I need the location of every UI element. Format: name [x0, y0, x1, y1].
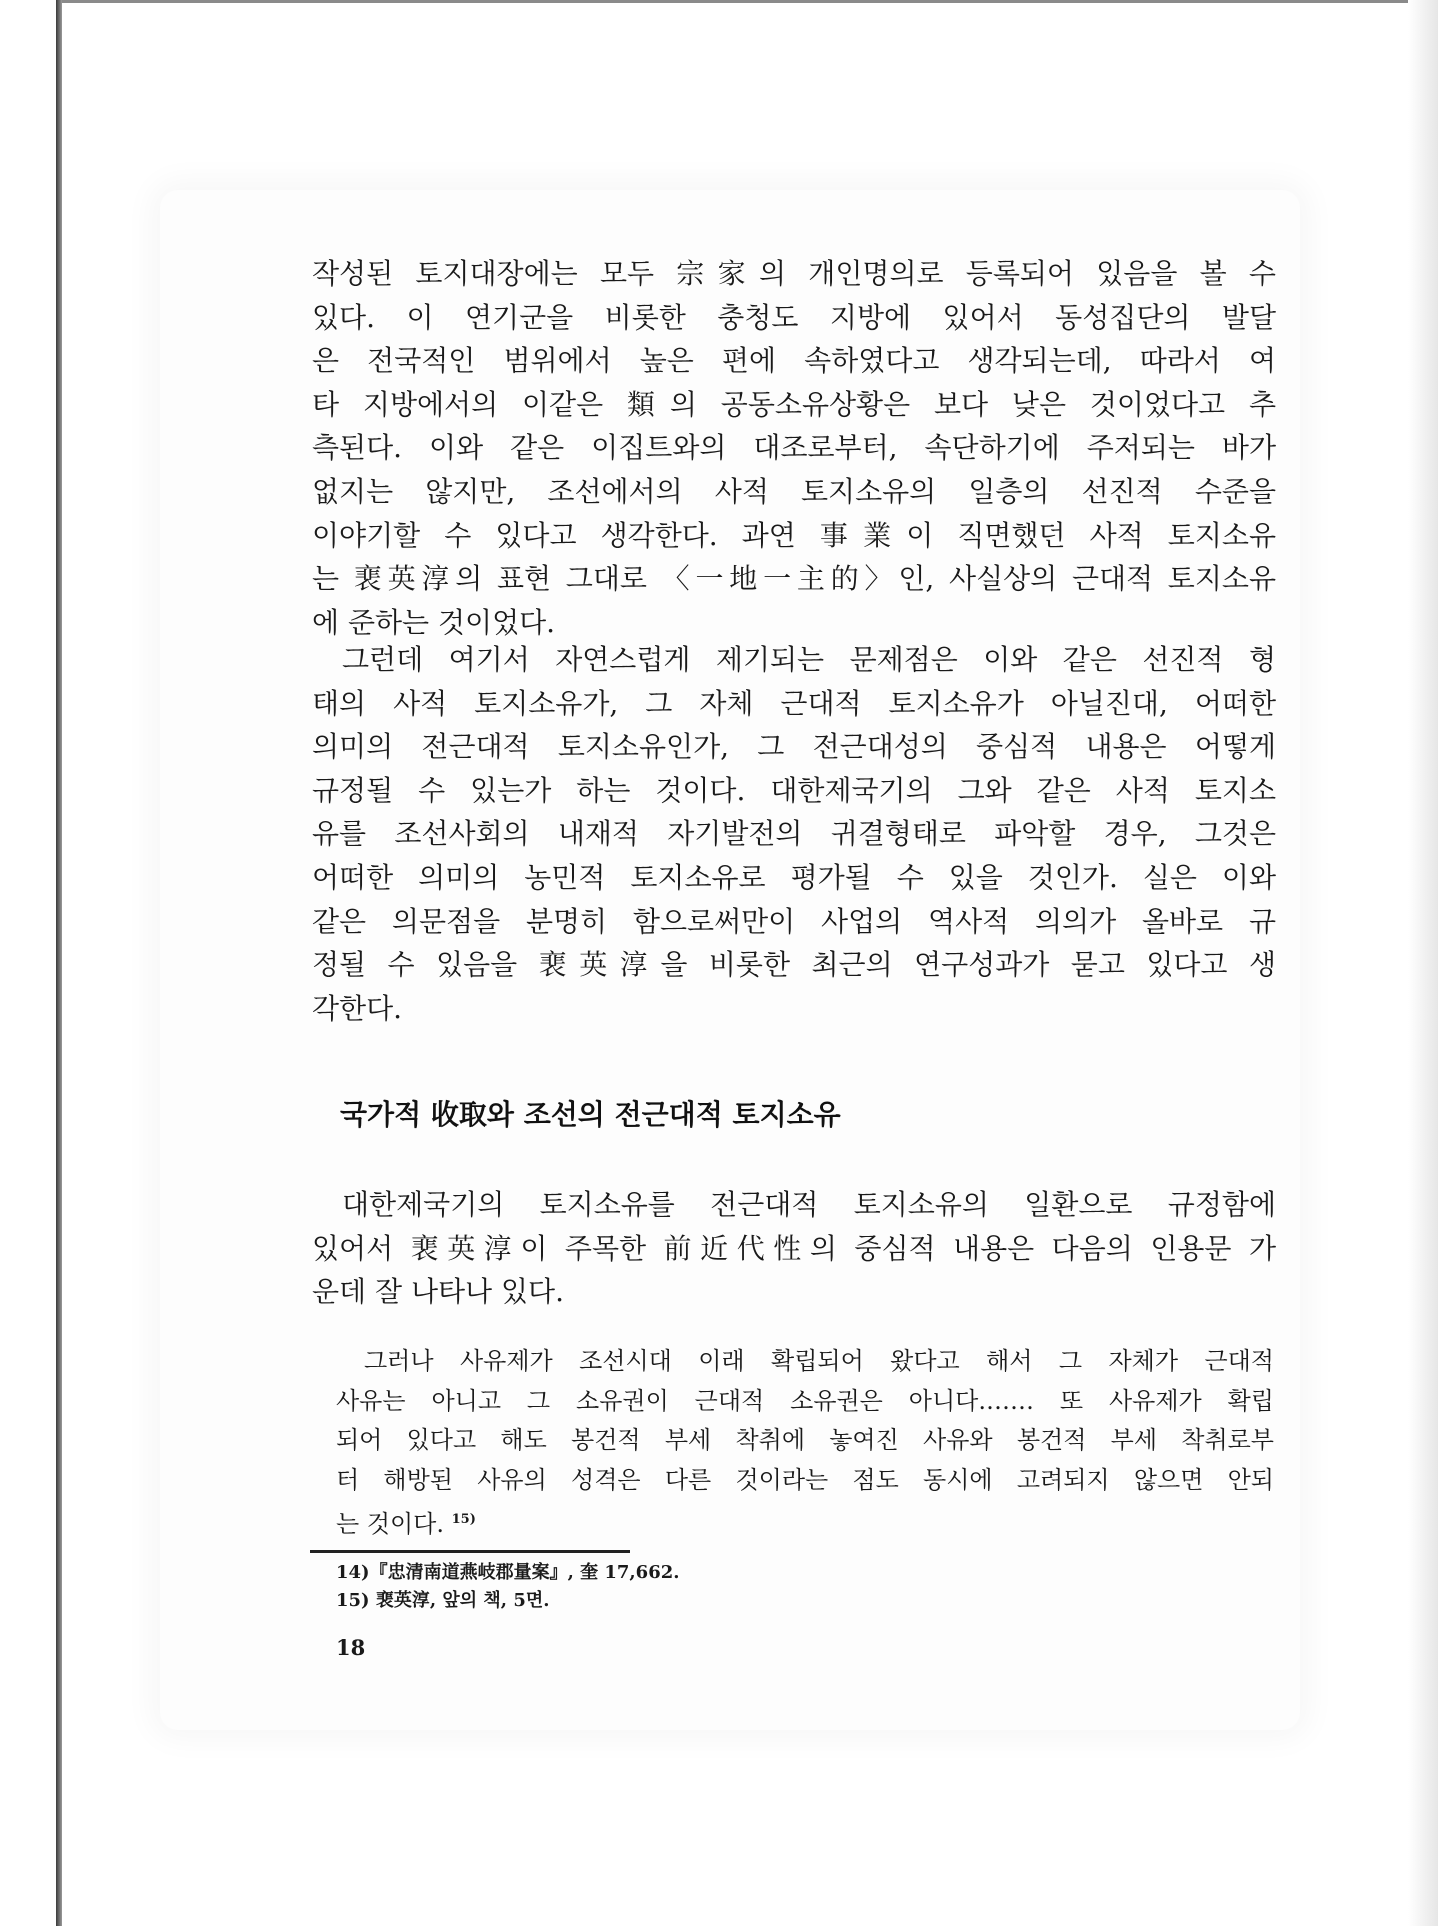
- footnotes: [336, 1559, 680, 1615]
- quote-line: 되어 있다고 해도 봉건적 부세 착취에 놓여진 사유와 봉건적 부세 착취로부: [336, 1426, 1274, 1454]
- paragraph-3: [312, 1183, 1276, 1314]
- quote-line: 터 해방된 사유의 성격은 다른 것이라는 점도 동시에 고려되지 않으면 안되: [336, 1465, 1274, 1494]
- text-line: 작성된 토지대장에는 모두 宗家의 개인명의로 등록되어 있음을 볼 수: [312, 257, 1276, 290]
- text-line: 각한다.: [312, 991, 403, 1025]
- page-number: 18: [336, 1635, 366, 1660]
- quote-line: 사유는 아니고 그 소유권이 근대적 소유권은 아니다.…… 또 사유제가 확립: [336, 1386, 1274, 1415]
- footnote-14: 14)『忠清南道燕岐郡量案』, 奎 17,662.: [336, 1562, 680, 1583]
- text-line: 는 裵英淳의 표현 그대로 〈一地一主的〉인, 사실상의 근대적 토지소유: [312, 562, 1276, 596]
- quote-line: [336, 1500, 1274, 1545]
- text-line: 그런데 여기서 자연스럽게 제기되는 문제점은 이와 같은 선진적 형: [342, 643, 1276, 676]
- viewer-right-shadow: [1408, 0, 1438, 1926]
- text-line: 있어서 裵英淳이 주목한 前近代性의 중심적 내용은 다음의 인용문 가: [312, 1231, 1276, 1265]
- footnote-divider: [310, 1550, 630, 1553]
- text-line: 의미의 전근대적 토지소유인가, 그 전근대성의 중심적 내용은 어떻게: [312, 730, 1276, 764]
- text-line: 없지는 않지만, 조선에서의 사적 토지소유의 일층의 선진적 수준을: [312, 474, 1276, 508]
- text-line: 있다. 이 연기군을 비롯한 충청도 지방에 있어서 동성집단의 발달: [312, 300, 1276, 334]
- text-line: 같은 의문점을 분명히 함으로써만이 사업의 역사적 의의가 올바로 규: [312, 904, 1276, 938]
- viewer-top-border: [56, 0, 1438, 3]
- paragraph-1: [312, 252, 1276, 644]
- footnote-15: 15) 裵英淳, 앞의 책, 5면.: [336, 1590, 550, 1611]
- quote-line: 그러나 사유제가 조선시대 이래 확립되어 왔다고 해서 그 자체가 근대적: [364, 1347, 1274, 1375]
- text-line: 측된다. 이와 같은 이집트와의 대조로부터, 속단하기에 주저되는 바가: [312, 431, 1276, 465]
- text-line: 대한제국기의 토지소유를 전근대적 토지소유의 일환으로 규정함에: [342, 1188, 1276, 1221]
- section-heading: 국가적 收取와 조선의 전근대적 토지소유: [340, 1098, 841, 1131]
- text-line: 에 준하는 것이었다.: [312, 605, 556, 639]
- block-quote: [336, 1342, 1274, 1545]
- text-line: 태의 사적 토지소유가, 그 자체 근대적 토지소유가 아닐진대, 어떠한: [312, 686, 1276, 720]
- text-line: 운데 잘 나타나 있다.: [312, 1275, 564, 1309]
- text-line: 정될 수 있음을 裵英淳을 비롯한 최근의 연구성과가 묻고 있다고 생: [312, 948, 1276, 982]
- text-line: 이야기할 수 있다고 생각한다. 과연 事業이 직면했던 사적 토지소유: [312, 518, 1276, 552]
- text-line: 은 전국적인 범위에서 높은 편에 속하였다고 생각되는데, 따라서 여: [312, 344, 1276, 378]
- paragraph-2: [312, 638, 1276, 1030]
- text-line: 규정될 수 있는가 하는 것이다. 대한제국기의 그와 같은 사적 토지소: [312, 773, 1276, 807]
- text-line: 유를 조선사회의 내재적 자기발전의 귀결형태로 파악할 경우, 그것은: [312, 817, 1276, 851]
- text-line: 어떠한 의미의 농민적 토지소유로 평가될 수 있을 것인가. 실은 이와: [312, 860, 1276, 894]
- quote-line-text: 는 것이다.: [336, 1510, 444, 1538]
- text-line: 타 지방에서의 이같은 類의 공동소유상황은 보다 낮은 것이었다고 추: [312, 387, 1276, 421]
- viewer-left-border: [56, 0, 62, 1926]
- footnote-reference: 15): [451, 1512, 476, 1527]
